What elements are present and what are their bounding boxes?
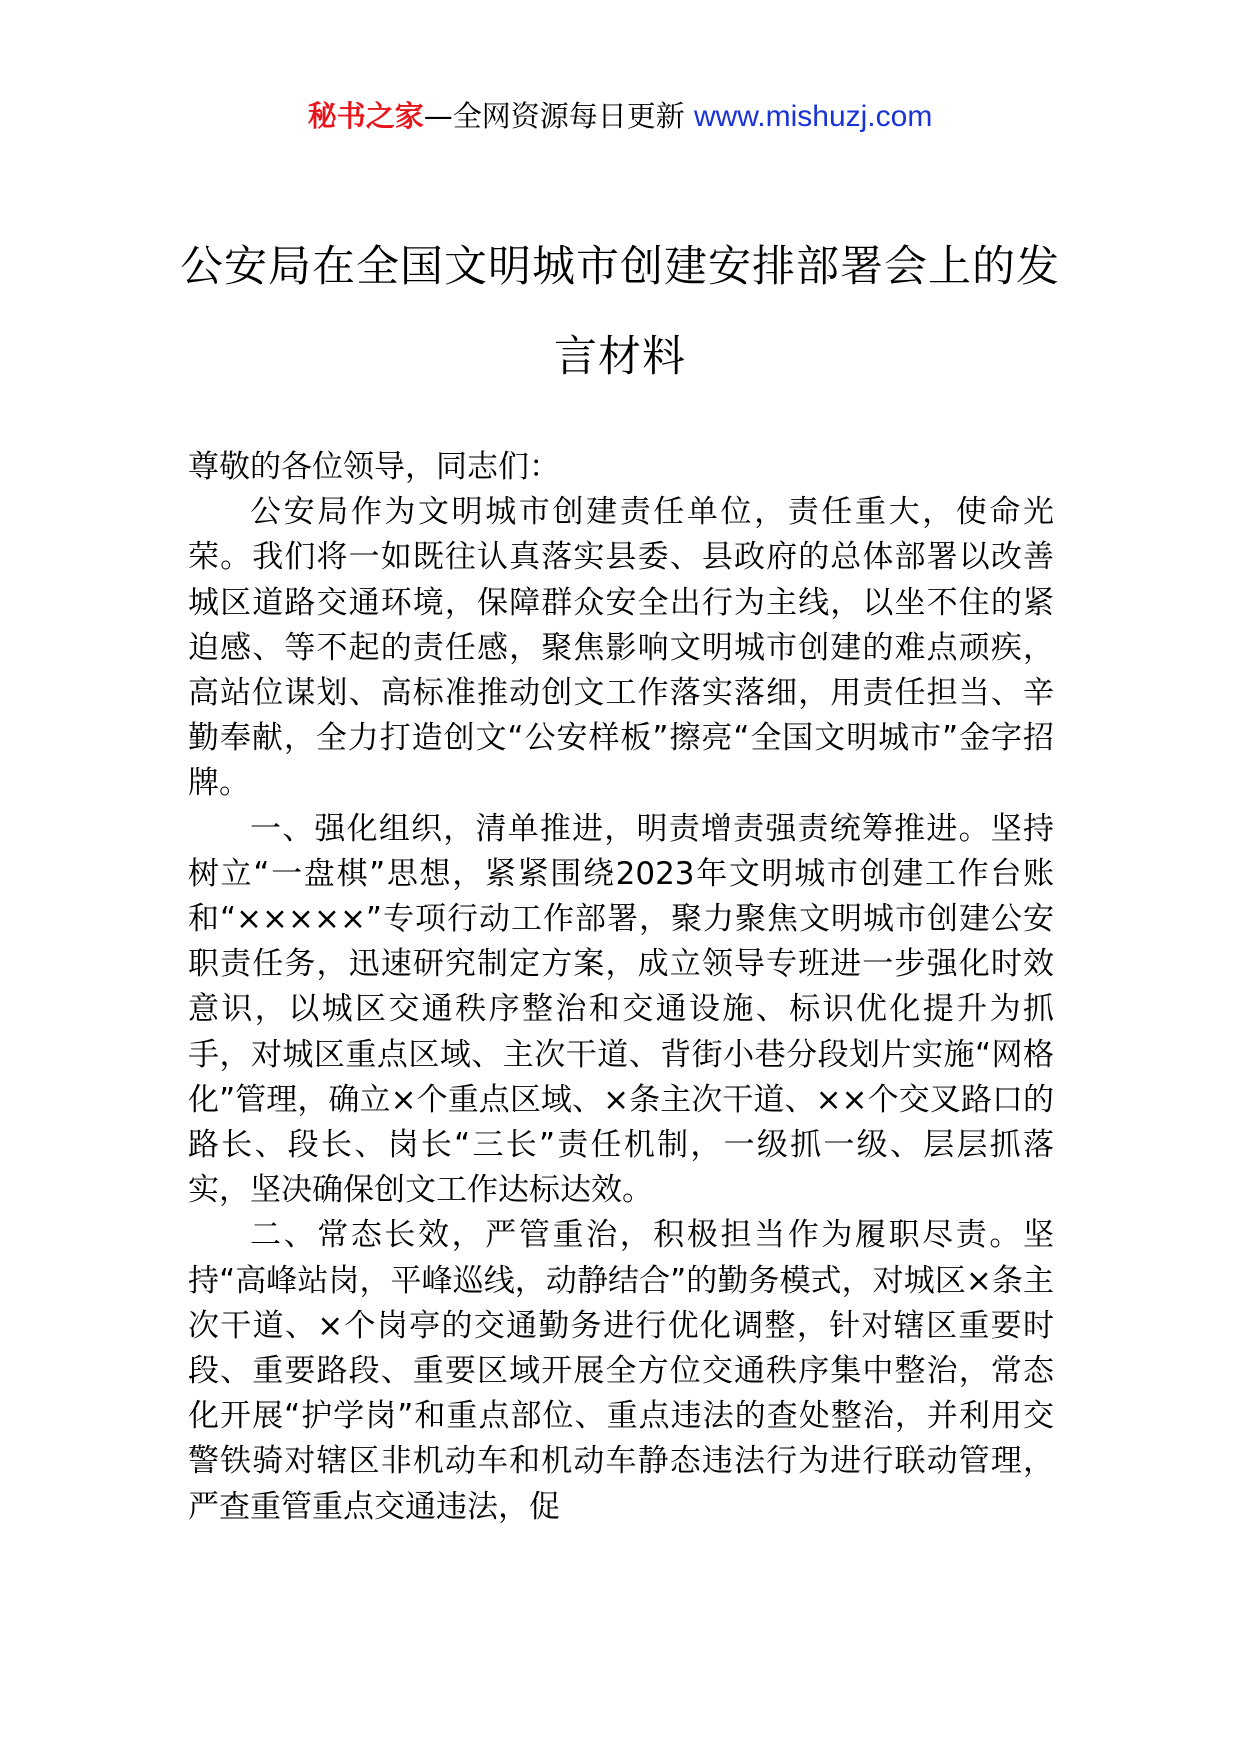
- brand-name: 秘书之家: [307, 99, 424, 133]
- paragraph-intro: 公安局作为文明城市创建责任单位，责任重大，使命光荣。我们将一如既往认真落实县委、县政府的总体部署以改善城区道路交通环境，保障群众安全出行为主线，以坐不住的紧迫感、等不起的责任感，聚焦影响文明城市创建的难点顽疾，高站位谋划、高标准推动创文工作落实落细，用责任担当、辛勤奉献，全力打造创文“公安样板”擦亮“全国文明城市”金字招牌。: [188, 494, 1054, 802]
- salutation: 尊敬的各位领导，同志们：: [188, 449, 560, 485]
- paragraph-section-2: 二、常态长效，严管重治，积极担当作为履职尽责。坚持“高峰站岗，平峰巡线，动静结合”的勤务模式，对城区×条主次干道、×个岗亭的交通勤务进行优化调整，针对辖区重要时段、重要路段、重要区域开展全方位交通秩序集中整治，常态化开展“护学岗”和重点部位、重点违法的查处整治，并利用交警铁骑对辖区非机动车和机动车静态违法行为进行联动管理，严查重管重点交通违法，促: [188, 1217, 1054, 1525]
- header-tagline: —全网资源每日更新: [423, 99, 685, 133]
- site-url-link[interactable]: www.mishuzj.com: [693, 100, 933, 133]
- document-body: [188, 445, 1054, 1530]
- paragraph-section-1: 一、强化组织，清单推进，明责增责强责统筹推进。坚持树立“一盘棋”思想，紧紧围绕2023年文明城市创建工作台账和“×××××”专项行动工作部署，聚力聚焦文明城市创建公安职责任务，迅速研究制定方案，成立领导专班进一步强化时效意识，以城区交通秩序整治和交通设施、标识优化提升为抓手，对城区重点区域、主次干道、背街小巷分段划片实施“网格化”管理，确立×个重点区域、×条主次干道、××个交叉路口的路长、段长、岗长“三长”责任机制，一级抓一级、层层抓落实，坚决确保创文工作达标达效。: [188, 810, 1054, 1209]
- site-header: [0, 96, 1240, 137]
- document-title: 公安局在全国文明城市创建安排部署会上的发言材料: [180, 242, 1060, 382]
